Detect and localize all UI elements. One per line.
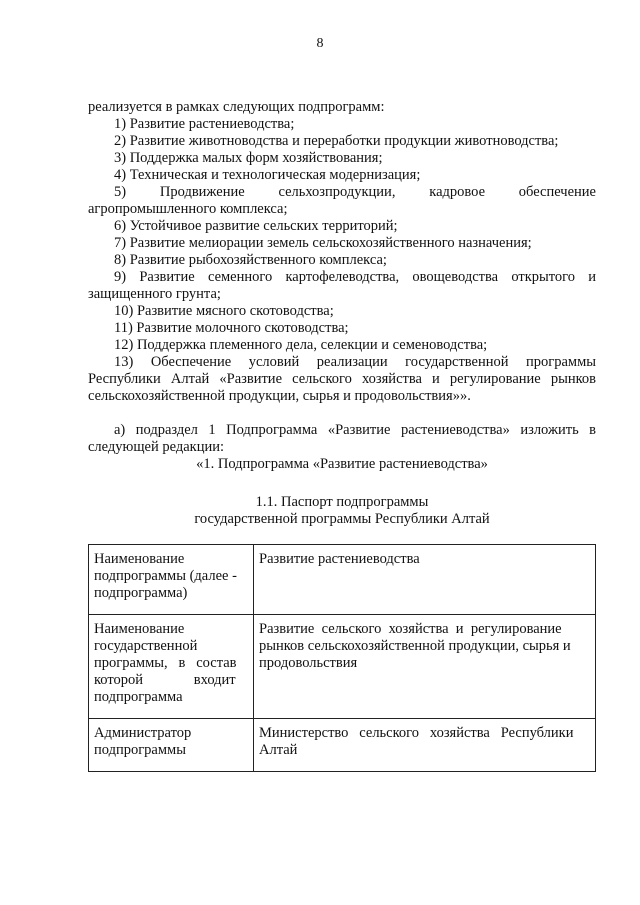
passport-heading-line2: государственной программы Республики Алтай [194, 511, 490, 527]
list-item-11: 11) Развитие молочного скотоводства; [114, 320, 349, 336]
row-label-line: подпрограмма [94, 689, 183, 705]
list-item-5-line1: 5) Продвижение сельхозпродукции, кадровое обеспечение [114, 184, 596, 200]
row-value-line: Алтай [259, 742, 298, 758]
row-label-line: подпрограммы (далее - [94, 568, 237, 584]
row-label [89, 545, 254, 615]
spacer [88, 405, 596, 422]
row-label-line: которой входит [94, 672, 236, 688]
list-item-1: 1) Развитие растениеводства; [114, 116, 295, 132]
row-value [254, 719, 596, 772]
row-label-line: подпрограммы [94, 742, 186, 758]
subprogram-title: «1. Подпрограмма «Развитие растениеводства» [196, 456, 488, 472]
row-label-line: государственной [94, 638, 198, 654]
list-item-2: 2) Развитие животноводства и переработки продукции животноводства; [114, 133, 559, 149]
row-label-line: программы, в состав [94, 655, 237, 671]
list-item-10: 10) Развитие мясного скотоводства; [114, 303, 334, 319]
row-label-line: Администратор [94, 725, 192, 741]
list-item-13-line2: Республики Алтай «Развитие сельского хозяйства и регулирование рынков [88, 371, 596, 387]
row-value-line: Развитие растениеводства [259, 551, 420, 567]
row-label [89, 615, 254, 719]
list-item-4: 4) Техническая и технологическая модернизация; [114, 167, 421, 183]
amendment-line1: а) подраздел 1 Подпрограмма «Развитие растениеводства» изложить в [114, 422, 596, 438]
intro-line: реализуется в рамках следующих подпрограмм: [88, 99, 385, 115]
document-body [88, 99, 596, 528]
row-value-line: рынков сельскохозяйственной продукции, сырья и [259, 638, 571, 654]
list-item-6: 6) Устойчивое развитие сельских территорий; [114, 218, 398, 234]
passport-table [88, 544, 596, 772]
row-value [254, 615, 596, 719]
row-value-line: Развитие сельского хозяйства и регулирование [259, 621, 562, 637]
list-item-8: 8) Развитие рыбохозяйственного комплекса; [114, 252, 387, 268]
passport-heading-line1: 1.1. Паспорт подпрограммы [255, 494, 429, 510]
row-value-line: продовольствия [259, 655, 358, 671]
row-value-line: Министерство сельского хозяйства Республики [259, 725, 574, 741]
page-number: 8 [316, 36, 324, 51]
list-item-9-line1: 9) Развитие семенного картофелеводства, овощеводства открытого и [114, 269, 596, 285]
list-item-5-line2: агропромышленного комплекса; [88, 201, 288, 217]
list-item-13-line3: сельскохозяйственной продукции, сырья и продовольствия»». [88, 388, 471, 404]
table-row [89, 719, 596, 772]
row-value [254, 545, 596, 615]
list-item-9-line2: защищенного грунта; [88, 286, 221, 302]
table-row [89, 545, 596, 615]
spacer [88, 473, 596, 494]
row-label-line: Наименование [94, 551, 185, 567]
list-item-3: 3) Поддержка малых форм хозяйствования; [114, 150, 383, 166]
row-label-line: Наименование [94, 621, 185, 637]
list-item-13-line1: 13) Обеспечение условий реализации государственной программы [114, 354, 596, 370]
row-label-line: подпрограмма) [94, 585, 188, 601]
list-item-12: 12) Поддержка племенного дела, селекции и семеноводства; [114, 337, 488, 353]
list-item-7: 7) Развитие мелиорации земель сельскохозяйственного назначения; [114, 235, 532, 251]
table-row [89, 615, 596, 719]
row-label [89, 719, 254, 772]
amendment-line2: следующей редакции: [88, 439, 225, 455]
